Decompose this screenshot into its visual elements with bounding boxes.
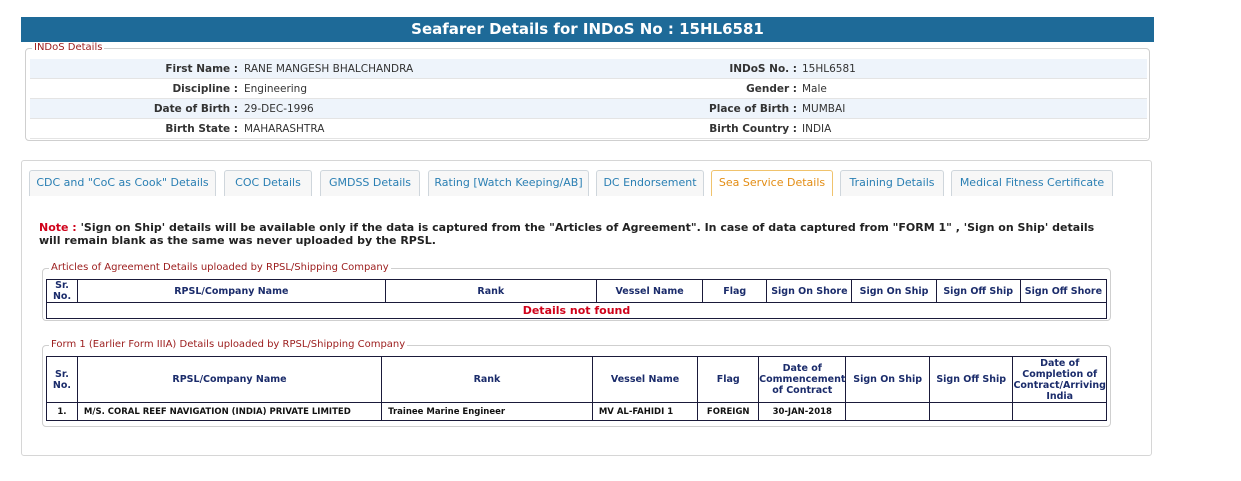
first-name-label: First Name : [165, 63, 238, 75]
first-name-value: RANE MANGESH BHALCHANDRA [244, 63, 414, 75]
birth-state-label: Birth State : [165, 123, 238, 135]
aoa-table [46, 279, 1107, 319]
form1-col-flag: Flag [698, 357, 759, 403]
form1-cell-sr-no: 1. [47, 403, 78, 421]
aoa-col-sign-off-ship: Sign Off Ship [936, 280, 1020, 303]
table-row [47, 403, 1107, 421]
aoa-col-flag: Flag [703, 280, 767, 303]
form1-cell-flag: FOREIGN [698, 403, 759, 421]
indos-row-first-name [30, 59, 1147, 79]
birth-state-value: MAHARASHTRA [244, 123, 325, 135]
form1-col-completion: Date of Completion of Contract/Arriving India [1013, 357, 1106, 402]
dob-value: 29-DEC-1996 [244, 103, 314, 115]
aoa-col-sign-on-shore: Sign On Shore [767, 280, 852, 303]
form1-cell-sign-off-ship [929, 403, 1013, 421]
form1-cell-vessel: MV AL-FAHIDI 1 [592, 403, 697, 421]
tab-cdc-coc-cook[interactable]: CDC and "CoC as Cook" Details [29, 170, 216, 196]
form1-table [46, 356, 1107, 421]
tab-dc-endorsement[interactable]: DC Endorsement [596, 170, 704, 196]
place-of-birth-value: MUMBAI [802, 103, 846, 115]
form1-cell-completion [1013, 403, 1107, 421]
aoa-col-rank: Rank [385, 280, 596, 303]
aoa-col-sr-no: Sr. No. [47, 280, 78, 303]
aoa-panel [42, 262, 1111, 321]
indos-details-legend: INDoS Details [34, 42, 103, 53]
form1-col-rank: Rank [382, 357, 593, 403]
gender-value: Male [802, 83, 827, 95]
aoa-col-company: RPSL/Company Name [78, 280, 386, 303]
form1-col-commencement: Date of Commencement of Contract [759, 357, 846, 403]
indos-row-birth-state [30, 119, 1147, 139]
form1-col-sign-on-ship: Sign On Ship [846, 357, 930, 403]
tab-rating-watch-keeping[interactable]: Rating [Watch Keeping/AB] [428, 170, 589, 196]
tab-coc-details[interactable]: COC Details [224, 170, 312, 196]
sign-on-ship-note [39, 221, 1119, 247]
form1-cell-commencement: 30-JAN-2018 [759, 403, 846, 421]
tab-sea-service-details[interactable]: Sea Service Details [711, 170, 833, 196]
form1-col-vessel: Vessel Name [592, 357, 697, 403]
gender-label: Gender : [746, 83, 797, 95]
form1-panel [42, 339, 1111, 427]
form1-cell-sign-on-ship [846, 403, 930, 421]
birth-country-value: INDIA [802, 123, 832, 135]
tab-training-details[interactable]: Training Details [840, 170, 944, 196]
aoa-col-sign-off-shore: Sign Off Shore [1020, 280, 1106, 303]
form1-col-sign-off-ship: Sign Off Ship [929, 357, 1013, 403]
aoa-col-vessel: Vessel Name [597, 280, 703, 303]
note-label: Note : [39, 221, 77, 234]
dob-label: Date of Birth : [153, 103, 238, 115]
details-tab-container [21, 160, 1152, 456]
form1-col-company: RPSL/Company Name [77, 357, 381, 403]
tab-medical-fitness[interactable]: Medical Fitness Certificate [951, 170, 1113, 196]
form1-cell-company: M/S. CORAL REEF NAVIGATION (INDIA) PRIVATE LIMITED [77, 403, 381, 421]
form1-col-sr-no: Sr. No. [47, 357, 78, 403]
note-text: 'Sign on Ship' details will be available only if the data is captured from the "Articles of Agreement". In case of data captured from "FORM 1" , 'Sign on Ship' details will remain blank as the same was never uploaded by the RPSL. [39, 221, 1095, 247]
indos-row-discipline [30, 79, 1147, 99]
form1-cell-rank: Trainee Marine Engineer [382, 403, 593, 421]
place-of-birth-label: Place of Birth : [709, 103, 797, 115]
indos-no-label: INDoS No. : [729, 63, 797, 75]
aoa-legend: Articles of Agreement Details uploaded by RPSL/Shipping Company [51, 262, 389, 273]
discipline-label: Discipline : [172, 83, 238, 95]
discipline-value: Engineering [244, 83, 307, 95]
aoa-empty-message: Details not found [47, 303, 1107, 319]
indos-row-dob [30, 99, 1147, 119]
aoa-col-sign-on-ship: Sign On Ship [852, 280, 936, 303]
tab-gmdss-details[interactable]: GMDSS Details [320, 170, 420, 196]
indos-details-panel [25, 42, 1150, 141]
page-title: Seafarer Details for INDoS No : 15HL6581 [21, 17, 1154, 42]
birth-country-label: Birth Country : [709, 123, 797, 135]
form1-legend: Form 1 (Earlier Form IIIA) Details uploaded by RPSL/Shipping Company [51, 339, 406, 350]
indos-no-value: 15HL6581 [802, 63, 856, 75]
